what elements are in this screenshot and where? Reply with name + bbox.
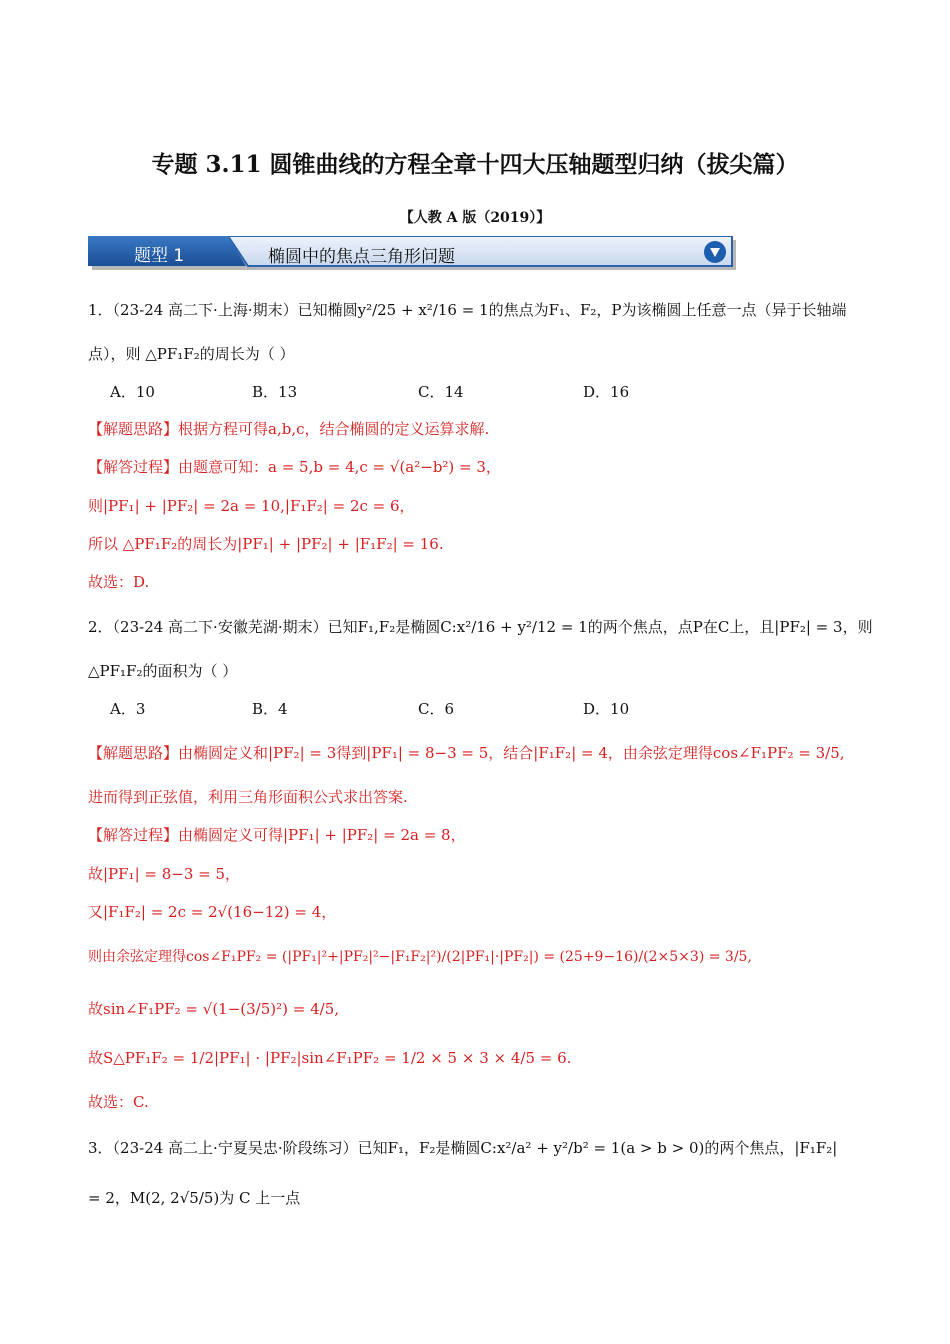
q1-solution-line2: 则|PF₁| + |PF₂| = 2a = 10,|F₁F₂| = 2c = 6， xyxy=(88,497,415,515)
type-label: 题型 1 xyxy=(134,246,185,266)
q1-stem-line2: 点），则 △PF₁F₂的周长为（ ） xyxy=(88,345,295,363)
q1-idea: 【解题思路】根据方程可得a,b,c，结合椭圆的定义运算求解. xyxy=(88,420,490,438)
expand-toggle-icon[interactable] xyxy=(704,241,726,263)
q1-choice-d[interactable]: D．16 xyxy=(583,383,630,401)
q2-stem-line2: △PF₁F₂的面积为（ ） xyxy=(88,662,238,680)
q2-answer: 故选：C. xyxy=(88,1093,149,1111)
q2-solution-line6: 故S△PF₁F₂ = 1/2|PF₁| · |PF₂|sin∠F₁PF₂ = 1/2 × 5 × 3 × 4/5 = 6. xyxy=(88,1049,572,1067)
q1-answer: 故选：D. xyxy=(88,573,150,591)
q2-choice-a[interactable]: A．3 xyxy=(110,700,146,718)
edition-label: 【人教 A 版（2019）】 xyxy=(399,210,551,226)
q1-choice-b[interactable]: B．13 xyxy=(252,383,298,401)
q1-choice-a[interactable]: A．10 xyxy=(110,383,155,401)
q2-choice-c[interactable]: C．6 xyxy=(418,700,455,718)
q2-idea-line1: 【解题思路】由椭圆定义和|PF₂| = 3得到|PF₁| = 8−3 = 5，结合|F₁F₂| = 4，由余弦定理得cos∠F₁PF₂ = 3/5, xyxy=(88,744,845,762)
q3-stem-line1: 3．（23-24 高二上·宁夏吴忠·阶段练习）已知F₁，F₂是椭圆C:x²/a² + y²/b² = 1(a > b > 0)的两个焦点，|F₁F₂| xyxy=(88,1139,838,1157)
q3-stem-line2: = 2，M(2, 2√5/5)为 C 上一点 xyxy=(88,1189,301,1207)
q2-solution-line4: 则由余弦定理得cos∠F₁PF₂ = (|PF₁|²+|PF₂|²−|F₁F₂|²)/(2|PF₁|·|PF₂|) = (25+9−16)/(2×5×3) = 3/5, xyxy=(88,949,752,965)
q2-solution-line3: 又|F₁F₂| = 2c = 2√(16−12) = 4， xyxy=(88,903,337,921)
q1-choice-c[interactable]: C．14 xyxy=(418,383,464,401)
q2-choice-b[interactable]: B．4 xyxy=(252,700,288,718)
q2-solution-line1: 【解答过程】由椭圆定义可得|PF₁| + |PF₂| = 2a = 8， xyxy=(88,826,466,844)
q2-idea-line2: 进而得到正弦值，利用三角形面积公式求出答案. xyxy=(88,788,408,806)
q1-stem-line1: 1．（23-24 高二下·上海·期末）已知椭圆y²/25 + x²/16 = 1的焦点为F₁、F₂，P为该椭圆上任意一点（异于长轴端 xyxy=(88,301,847,319)
q2-choice-d[interactable]: D．10 xyxy=(583,700,630,718)
q1-solution-line1: 【解答过程】由题意可知：a = 5,b = 4,c = √(a²−b²) = 3， xyxy=(88,458,501,476)
q2-stem-line1: 2．（23-24 高二下·安徽芜湖·期末）已知F₁,F₂是椭圆C:x²/16 + y²/12 = 1的两个焦点，点P在C上，且|PF₂| = 3，则 xyxy=(88,618,873,636)
triangle-down-icon xyxy=(704,241,726,263)
q2-solution-line5: 故sin∠F₁PF₂ = √(1−(3/5)²) = 4/5, xyxy=(88,1000,340,1018)
type-title: 椭圆中的焦点三角形问题 xyxy=(268,247,455,267)
question-type-banner xyxy=(88,236,736,270)
page-title: 专题 3.11 圆锥曲线的方程全章十四大压轴题型归纳（拔尖篇） xyxy=(151,151,799,178)
q2-solution-line2: 故|PF₁| = 8−3 = 5， xyxy=(88,865,241,883)
q1-solution-line3: 所以 △PF₁F₂的周长为|PF₁| + |PF₂| + |F₁F₂| = 16. xyxy=(88,535,444,553)
